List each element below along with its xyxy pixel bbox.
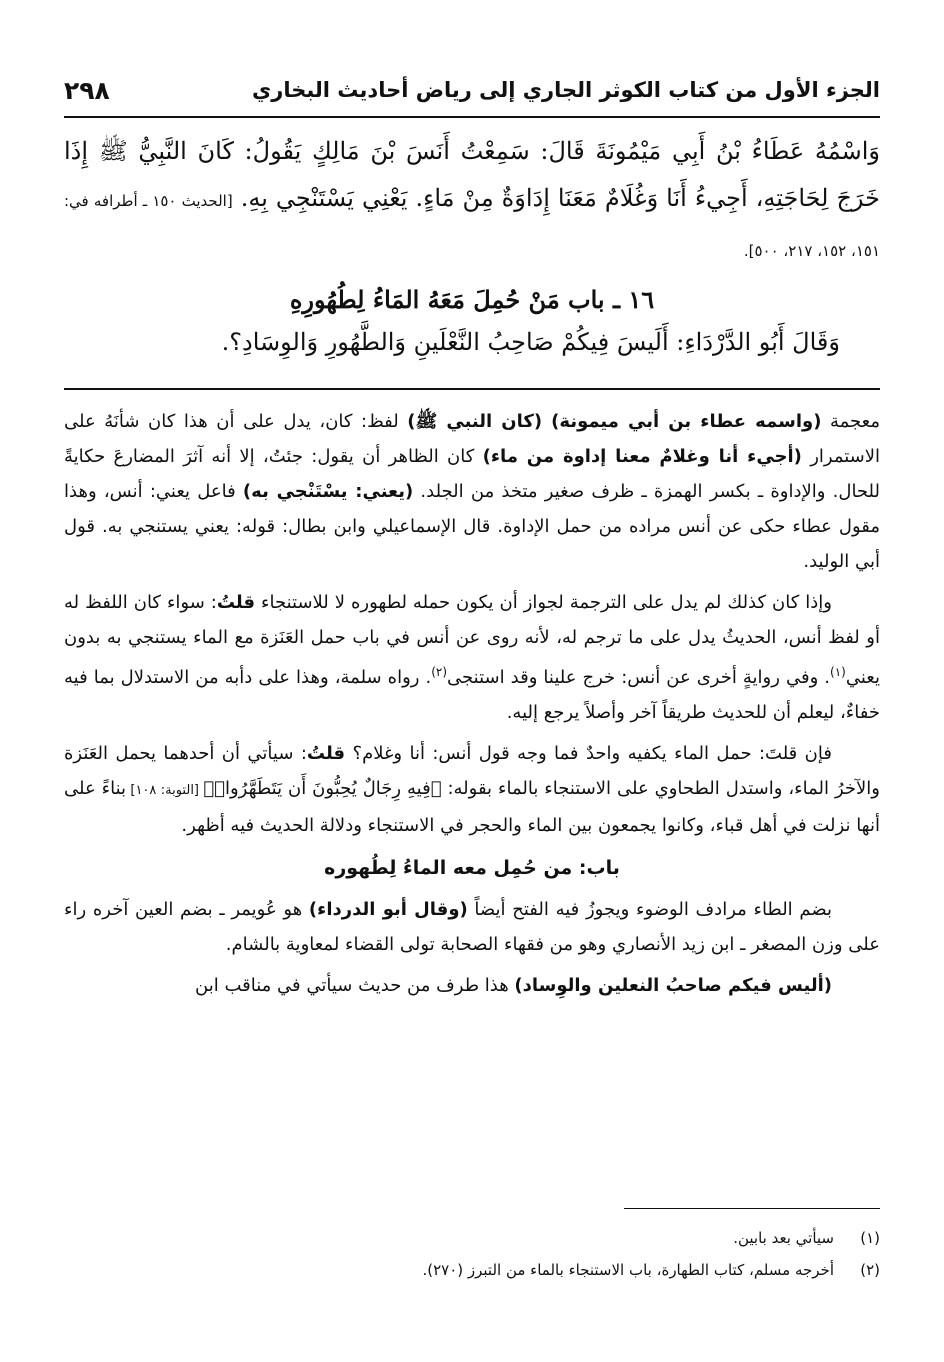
text-run: بناءً على أنها نزلت في أهل قباء، وكانوا يجمعون بين الماء والحجر في الاستنجاء ودلالة الحديث فيه أظهر. — [64, 778, 880, 836]
header-rule — [64, 116, 880, 118]
footnotes — [64, 1222, 880, 1286]
text-run: هو عُويمر ـ بضم العين آخره راء على وزن المصغر ـ ابن زيد الأنصاري وهو من فقهاء الصحابة تولى القضاء لمعاوية بالشام. — [64, 899, 880, 955]
bold-quote: قلتُ — [306, 743, 346, 764]
commentary-paragraph-2 — [64, 585, 880, 730]
page-number: ٢٩٨ — [64, 75, 110, 105]
text-run: وإذا كان كذلك لم يدل على الترجمة لجواز أن يكون حمله لطهوره لا للاستنجاء — [255, 592, 833, 613]
commentary-paragraph-5 — [64, 968, 880, 1003]
verse-reference: [التوبة: ١٠٨] — [126, 783, 204, 798]
text-run: هذا طرف من حديث سيأتي في مناقب ابن — [195, 975, 515, 996]
running-header — [64, 68, 880, 112]
commentary-paragraph-1 — [64, 404, 880, 579]
sub-heading: باب: من حُمِل معه الماءُ لِطُهوره — [324, 857, 620, 879]
text-run: فاعل يعني: أنس، وهذا مقول عطاء حكى عن أنس مراده من حمل الإداوة. قال الإسماعيلي وابن بطال: قوله: يعني يستنجي به. قول أبي الوليد. — [64, 481, 880, 572]
footnote-text: أخرجه مسلم، كتاب الطهارة، باب الاستنجاء بالماء من التبرز (٢٧٠). — [422, 1261, 834, 1279]
section-rule — [64, 388, 880, 390]
footnote-number: (١) — [860, 1229, 880, 1247]
footnote-text: سيأتي بعد بابين. — [733, 1229, 834, 1247]
text-run: : سيأتي أن أحدهما يحمل العَنَزة والآخرُ الماء، واستدل الطحاوي على الاستنجاء بالماء بقوله: — [64, 743, 880, 799]
text-run: . رواه سلمة، وهذا على دأبه من الاستدلال بما فيه خفاءٌ، ليعلم أن للحديث طريقاً آخر وأصلاً يرجع إليه. — [64, 667, 880, 723]
bold-quote: (أليس فيكم صاحبُ النعلين والوِساد) — [514, 975, 832, 996]
footnote-rule — [624, 1208, 880, 1209]
commentary-paragraph-4 — [64, 892, 880, 962]
hadith-reference: [الحديث ١٥٠ ـ أطرافه في: ١٥١، ١٥٢، ٢١٧، ٥٠٠]. — [64, 192, 880, 260]
text-run: فإن قلتَ: حمل الماء يكفيه واحدٌ فما وجه قول أنس: أنا وغلام؟ — [345, 743, 832, 764]
bold-quote: (واسمه عطاء بن أبي ميمونة) (كان النبي ﷺ) — [407, 411, 822, 432]
bold-quote: قلتُ — [216, 592, 256, 613]
hadith-text: وَاسْمُهُ عَطَاءُ بْنُ أَبِي مَيْمُونَةَ قَالَ: سَمِعْتُ أَنَسَ بْنَ مَالِكٍ يَقُولُ: كَانَ النَّبِيُّ ﷺ إِذَا خَرَجَ لِحَاجَتِهِ، أَجِيءُ أَنَا وَغُلَامٌ مَعَنَا إِدَاوَةٌ مِنْ مَاءٍ. يَعْنِي يَسْتَنْجِي بِهِ. — [64, 137, 881, 212]
text-run: بضم الطاء مرادف الوضوء ويجوزُ فيه الفتح أيضاً — [467, 899, 832, 920]
text-run: : سواء كان اللفظ له أو لفظ أنس، الحديثُ يدل على ما ترجم له، لأنه روى عن أنس في باب حمل العَنَزة مع الماء يستنجي به بدون يعني — [64, 592, 880, 688]
footnote-item — [64, 1254, 880, 1286]
footnote-ref[interactable]: (٢) — [431, 665, 448, 679]
bold-quote: (وقال أبو الدرداء) — [308, 899, 468, 920]
chapter-title: ١٦ ـ باب مَنْ حُمِلَ مَعَهُ المَاءُ لِطُهُورِهِ — [289, 285, 655, 314]
text-run: كان الظاهر أن يقول: جئتُ، إلا أنه آثرَ المضارعَ حكايةً للحال. والإداوة ـ بكسر الهمزة ـ ظرف صغير متخذ من الجلد. — [64, 446, 880, 502]
bold-quote: (أجيء أنا وغلامٌ معنا إداوة من ماء) — [482, 446, 802, 467]
commentary-paragraph-3 — [64, 736, 880, 843]
text-run: معجمة — [821, 411, 880, 432]
book-title: الجزء الأول من كتاب الكوثر الجاري إلى رياض أحاديث البخاري — [251, 78, 880, 102]
hadith-text-block — [64, 128, 880, 275]
commentary — [64, 404, 880, 1009]
text-run: . وفي روايةٍ أخرى عن أنس: خرج علينا وقد استنجى — [447, 667, 831, 688]
footnote-item — [64, 1222, 880, 1254]
chapter-quote: وَقَالَ أَبُو الدَّرْدَاءِ: أَلَيسَ فِيكُمْ صَاحِبُ النَّعْلَينِ وَالطَّهُورِ وَالوِسَادِ؟. — [221, 328, 840, 356]
bold-quote: (يعني: يسْتَنْجي به) — [242, 481, 414, 502]
footnote-number: (٢) — [860, 1261, 880, 1279]
quran-verse: ﴿فِيهِ رِجَالٌ يُحِبُّونَ أَن يَتَطَهَّرُوا۟﴾ — [203, 778, 442, 799]
text-run: لفظ: كان، يدل على أن هذا كان شأنَهُ على الاستمرار — [64, 411, 881, 467]
footnote-ref[interactable]: (١) — [830, 665, 846, 679]
